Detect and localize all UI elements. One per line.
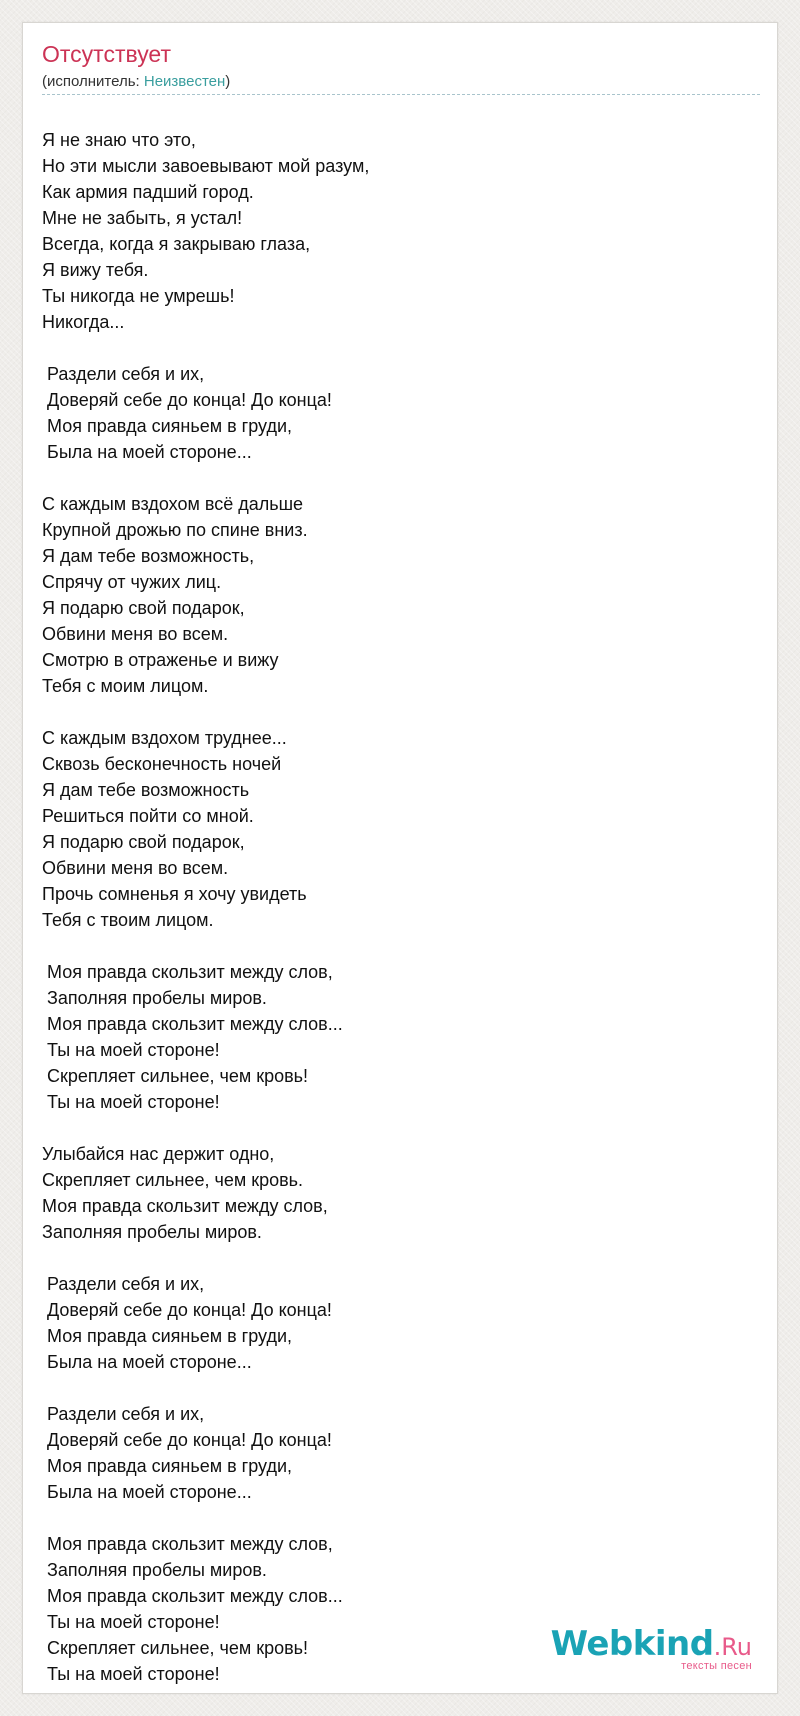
lyric-line: Как армия падший город. (42, 182, 254, 202)
lyric-line: Обвини меня во всем. (42, 858, 229, 878)
lyric-line: Ты никогда не умрешь! (42, 286, 235, 306)
lyric-line: Моя правда скользит между слов, (42, 1534, 333, 1554)
lyric-line: Ты на моей стороне! (42, 1092, 220, 1112)
lyric-line: Моя правда скользит между слов, (42, 1196, 328, 1216)
lyric-line: Тебя с моим лицом. (42, 676, 209, 696)
lyric-line: Я дам тебе возможность, (42, 546, 255, 566)
artist-link[interactable]: Неизвестен (143, 73, 226, 90)
lyric-line: Моя правда сияньем в груди, (42, 1456, 293, 1476)
header-divider (42, 94, 760, 95)
lyric-line: Улыбайся нас держит одно, (42, 1144, 275, 1164)
lyric-line: С каждым вздохом труднее... (42, 728, 287, 748)
lyric-line: Моя правда сияньем в груди, (42, 416, 293, 436)
lyric-line: Доверяй себе до конца! До конца! (42, 1430, 332, 1450)
lyric-line: Я подарю свой подарок, (42, 598, 245, 618)
lyric-line: Ты на моей стороне! (42, 1040, 220, 1060)
lyric-line: Решиться пойти со мной. (42, 806, 254, 826)
logo-tagline: тексты песен (681, 1660, 752, 1672)
lyric-line: Моя правда скользит между слов... (42, 1586, 343, 1606)
lyric-line: Заполняя пробелы миров. (42, 1560, 267, 1580)
lyric-line: Спрячу от чужих лиц. (42, 572, 222, 592)
byline-suffix: ) (225, 73, 231, 90)
lyric-line: Доверяй себе до конца! До конца! (42, 390, 332, 410)
lyric-line: Заполняя пробелы миров. (42, 1222, 262, 1242)
lyric-line: Ты на моей стороне! (42, 1664, 220, 1684)
lyrics-text (42, 127, 369, 1687)
artist-byline (42, 74, 230, 89)
lyric-line: Заполняя пробелы миров. (42, 988, 267, 1008)
lyric-line: Моя правда скользит между слов, (42, 962, 333, 982)
lyric-line: Но эти мысли завоевывают мой разум, (42, 156, 370, 176)
lyric-line: Была на моей стороне... (42, 1352, 252, 1372)
lyric-line: Моя правда сияньем в груди, (42, 1326, 293, 1346)
lyric-line: С каждым вздохом всё дальше (42, 494, 304, 514)
lyric-line: Была на моей стороне... (42, 1482, 252, 1502)
lyric-line: Скрепляет сильнее, чем кровь. (42, 1170, 304, 1190)
lyric-line: Была на моей стороне... (42, 442, 252, 462)
lyric-line: Раздели себя и их, (42, 1404, 205, 1424)
lyric-line: Всегда, когда я закрываю глаза, (42, 234, 311, 254)
lyric-line: Моя правда скользит между слов... (42, 1014, 343, 1034)
lyric-line: Доверяй себе до конца! До конца! (42, 1300, 332, 1320)
lyric-line: Тебя с твоим лицом. (42, 910, 214, 930)
lyrics-card (22, 22, 778, 1694)
lyric-line: Никогда... (42, 312, 125, 332)
lyric-line: Сквозь бесконечность ночей (42, 754, 282, 774)
lyric-line: Скрепляет сильнее, чем кровь! (42, 1638, 309, 1658)
lyric-line: Раздели себя и их, (42, 1274, 205, 1294)
lyric-line: Я дам тебе возможность (42, 780, 250, 800)
song-title: Отсутствует (42, 41, 171, 67)
logo-domain: .Ru (713, 1633, 752, 1661)
lyric-line: Крупной дрожью по спине вниз. (42, 520, 308, 540)
lyric-line: Обвини меня во всем. (42, 624, 229, 644)
lyric-line: Ты на моей стороне! (42, 1612, 220, 1632)
lyric-line: Я подарю свой подарок, (42, 832, 245, 852)
lyric-line: Смотрю в отраженье и вижу (42, 650, 279, 670)
webkind-logo[interactable] (550, 1624, 752, 1672)
logo-wordmark: Webkind (550, 1624, 714, 1664)
byline-prefix: (исполнитель: (42, 73, 144, 90)
lyric-line: Прочь сомненья я хочу увидеть (42, 884, 307, 904)
lyric-line: Я вижу тебя. (42, 260, 149, 280)
lyric-line: Мне не забыть, я устал! (42, 208, 243, 228)
lyric-line: Я не знаю что это, (42, 130, 196, 150)
lyric-line: Раздели себя и их, (42, 364, 205, 384)
lyric-line: Скрепляет сильнее, чем кровь! (42, 1066, 309, 1086)
